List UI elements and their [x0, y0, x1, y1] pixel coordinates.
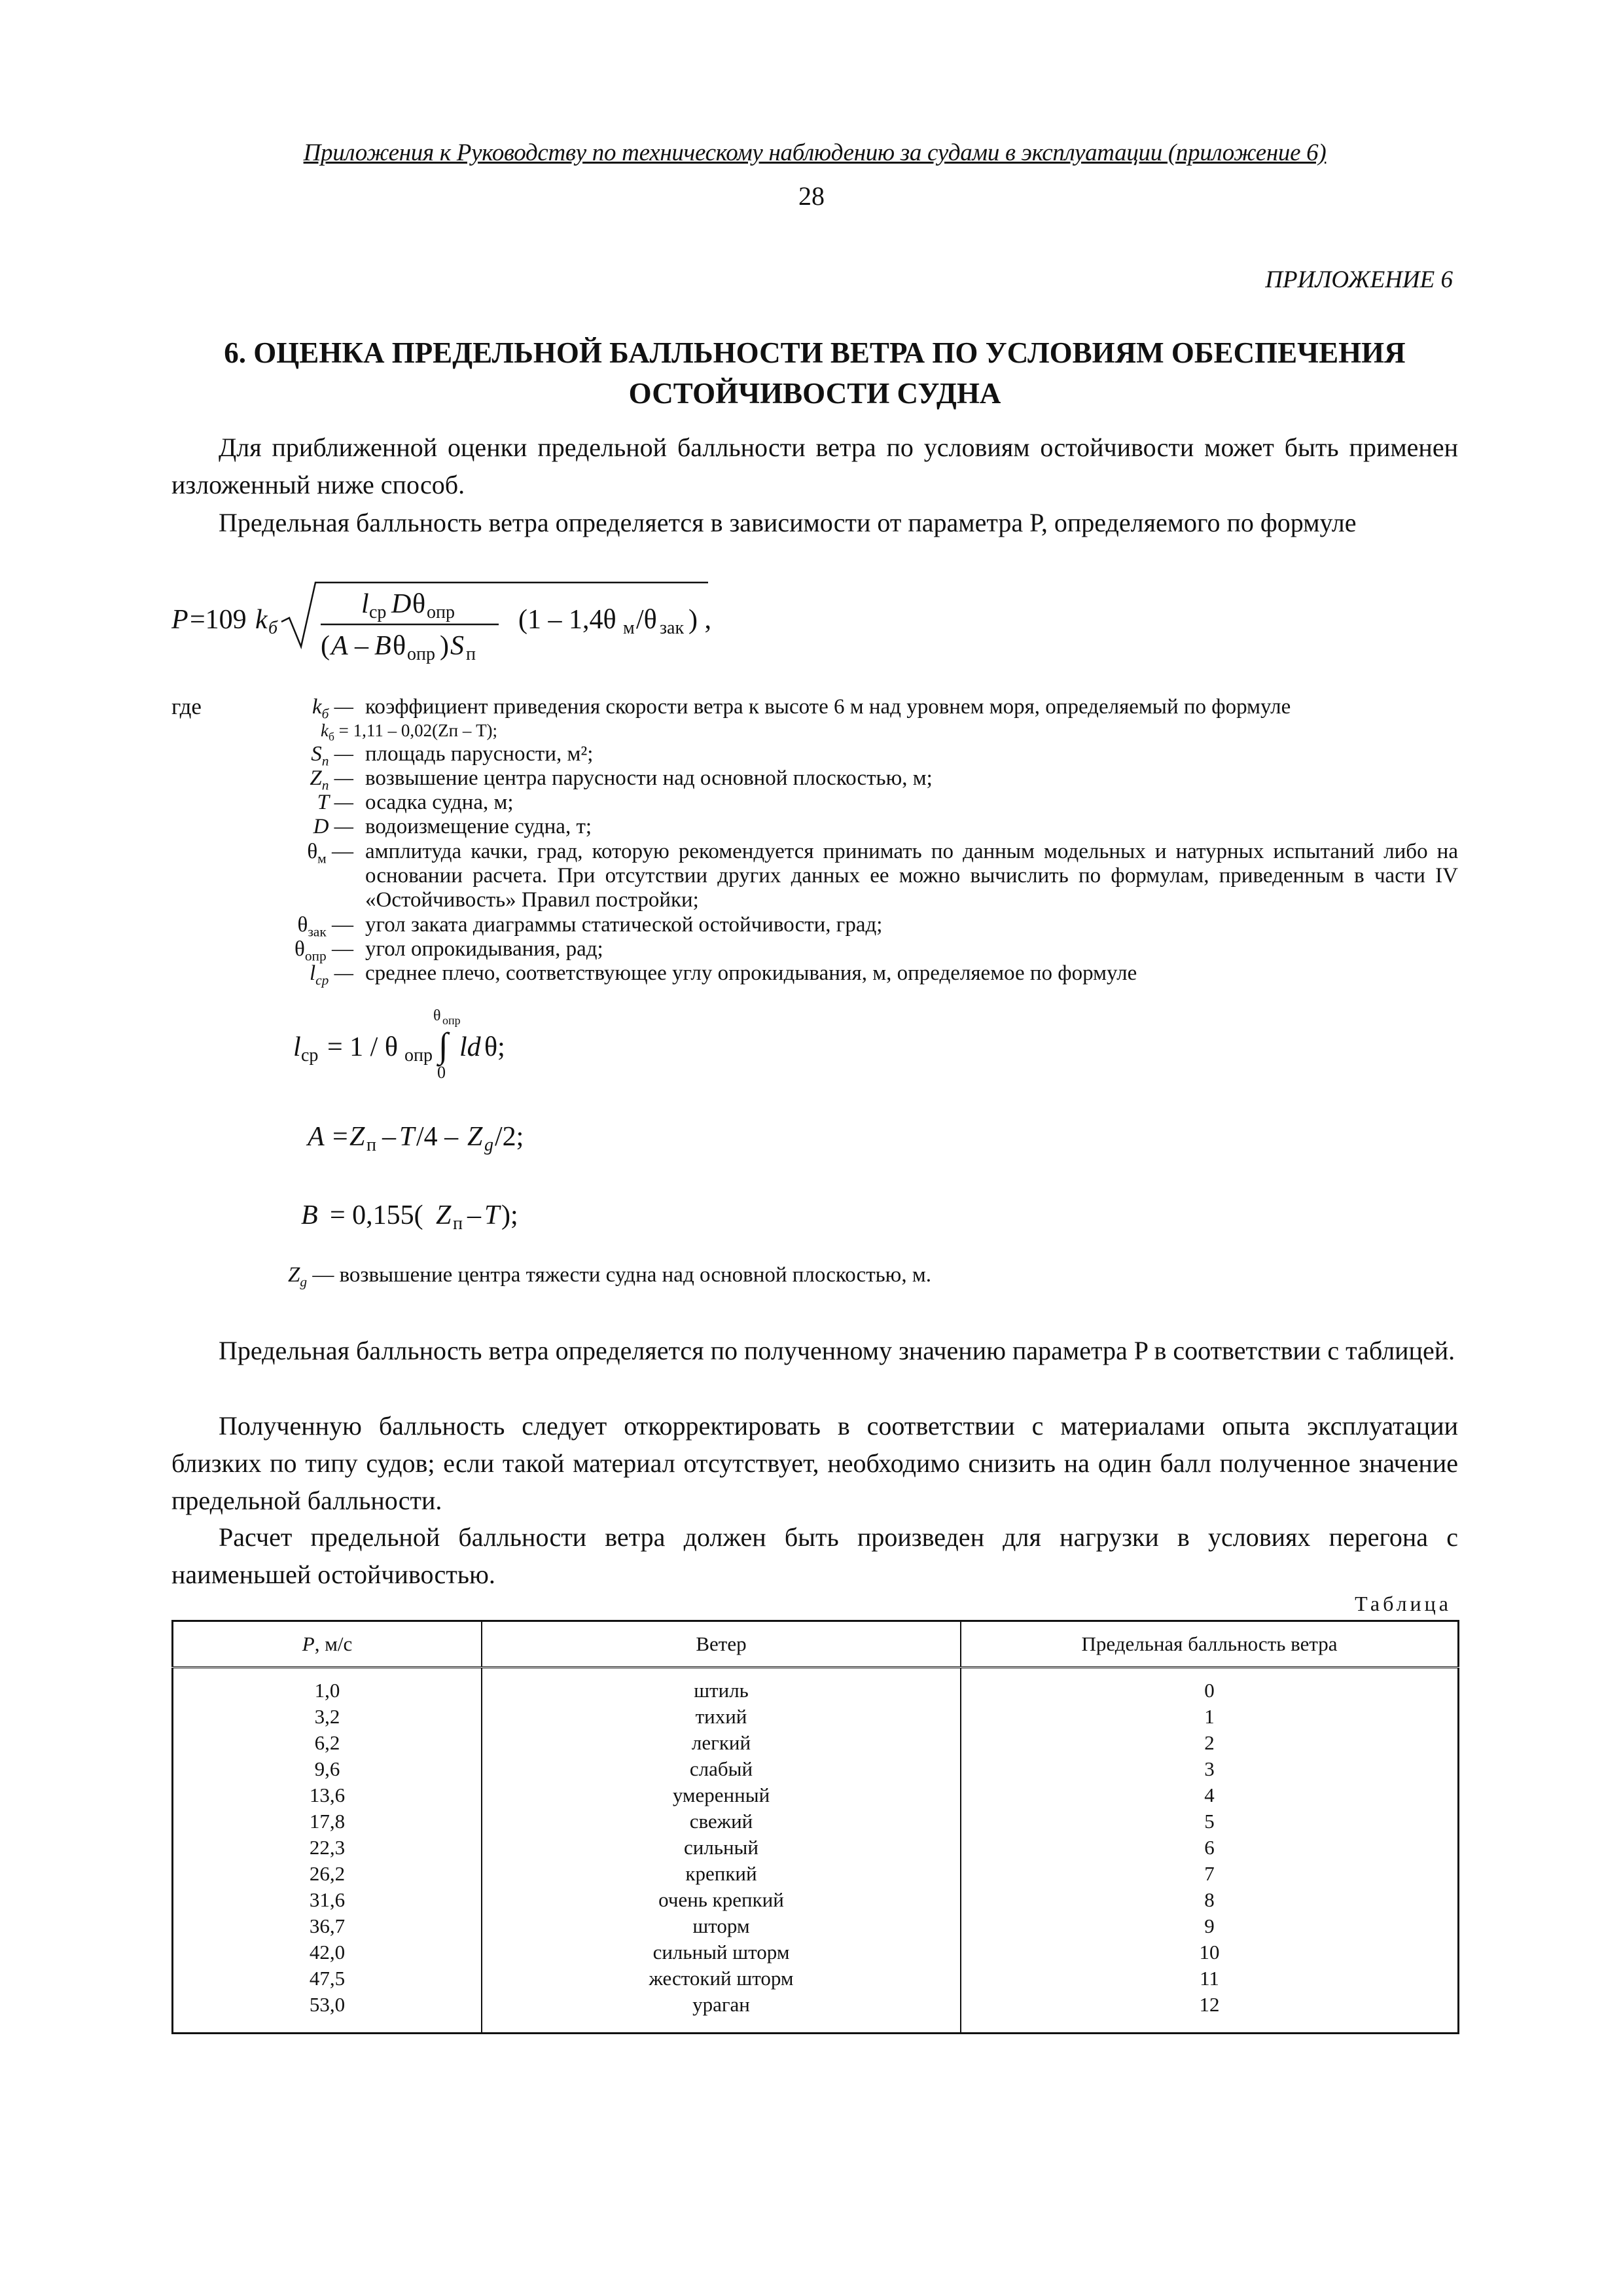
svg-text:T: T: [399, 1122, 415, 1152]
cell-p: 17,8: [173, 1808, 482, 1835]
paragraph-4: Полученную балльность следует откорректировать в соответствии с материалами опыта эксплуатации близких по типу судов; если такой материал отсутствует, необходимо снизить на один балл полученное значение предельной балльности.: [171, 1411, 1458, 1515]
def-Zg-line: $Z_g$ — возвышение центра тяжести судна над основной плоскостью, м.: [288, 1263, 931, 1290]
svg-text:θ: θ: [412, 589, 426, 619]
svg-text:/4 –: /4 –: [416, 1122, 459, 1152]
symbol-theta-m: $\theta_м$ —: [307, 840, 353, 867]
formula-l-sr: [288, 1005, 615, 1083]
def-theta-opr: угол опрокидывания, рад;: [365, 937, 603, 961]
def-theta-m: амплитуда качки, град, которую рекомендуется принимать по данным модельных и натурных испытаний либо на основании расчета. При отсутствии других данных ее можно вычислить по формулам, приведенным в части IV «Остойчивость» Правил постройки;: [365, 840, 1458, 912]
cell-p: 1,0: [173, 1668, 482, 1704]
cell-p: 3,2: [173, 1704, 482, 1730]
cell-force: 10: [961, 1939, 1459, 1965]
svg-text:б: б: [268, 618, 278, 638]
symbol-Zp: $Z_п$ —: [310, 766, 353, 793]
cell-force: 12: [961, 1992, 1459, 2034]
cell-force: 11: [961, 1965, 1459, 1992]
table-row: [173, 1704, 1459, 1730]
svg-text:опр: опр: [407, 644, 435, 664]
svg-text:S: S: [450, 631, 464, 661]
running-header: Приложения к Руководству по техническому наблюдению за судами в эксплуатации (приложение 6): [303, 139, 1327, 166]
cell-p: 13,6: [173, 1782, 482, 1808]
cell-p: 22,3: [173, 1835, 482, 1861]
cell-p: 9,6: [173, 1756, 482, 1782]
def-theta-zak: угол заката диаграммы статической остойчивости, град;: [365, 913, 883, 937]
paragraph-3: Предельная балльность ветра определяется по полученному значению параметра P в соответствии с таблицей.: [219, 1336, 1455, 1365]
cell-wind: ураган: [482, 1992, 961, 2034]
svg-text:п: п: [466, 644, 476, 664]
header-force: Предельная балльность ветра: [961, 1621, 1459, 1668]
table-row: [173, 1835, 1459, 1861]
paragraph-1: Для приближенной оценки предельной балльности ветра по условиям остойчивости может быть применен изложенный ниже способ.: [171, 433, 1458, 499]
wind-table: [171, 1620, 1459, 2034]
cell-wind: шторм: [482, 1913, 961, 1939]
symbol-k6: $k_б$ —: [312, 695, 353, 722]
cell-force: 7: [961, 1861, 1459, 1887]
svg-text:k: k: [255, 605, 268, 635]
cell-p: 26,2: [173, 1861, 482, 1887]
cell-force: 3: [961, 1756, 1459, 1782]
title-line-1: 6. ОЦЕНКА ПРЕДЕЛЬНОЙ БАЛЛЬНОСТИ ВЕТРА ПО УСЛОВИЯМ ОБЕСПЕЧЕНИЯ: [224, 336, 1406, 369]
svg-text:B: B: [374, 631, 391, 661]
svg-text:l: l: [361, 589, 369, 619]
cell-p: 53,0: [173, 1992, 482, 2034]
svg-text:–: –: [382, 1122, 396, 1152]
svg-text:) ,: ) ,: [688, 605, 711, 635]
svg-text:0: 0: [437, 1063, 446, 1082]
cell-wind: легкий: [482, 1730, 961, 1756]
svg-text:g: g: [484, 1135, 493, 1155]
symbol-theta-zak: $\theta_{зак}$ —: [297, 913, 353, 940]
svg-text:θ;: θ;: [484, 1032, 505, 1062]
cell-force: 0: [961, 1668, 1459, 1704]
table-row: [173, 1668, 1459, 1704]
svg-text:опр: опр: [427, 602, 455, 622]
cell-wind: жестокий шторм: [482, 1965, 961, 1992]
header-P: P, м/с: [173, 1621, 482, 1668]
table-row: [173, 1756, 1459, 1782]
svg-text:ср: ср: [369, 602, 387, 622]
cell-force: 8: [961, 1887, 1459, 1913]
symbol-T: T —: [317, 791, 353, 814]
def-l-sr: среднее плечо, соответствующее углу опрокидывания, м, определяемое по формуле: [365, 961, 1137, 985]
svg-text:п: п: [453, 1213, 463, 1234]
cell-force: 4: [961, 1782, 1459, 1808]
cell-force: 6: [961, 1835, 1459, 1861]
cell-wind: крепкий: [482, 1861, 961, 1887]
cell-wind: штиль: [482, 1668, 961, 1704]
k6-formula: $k_б = 1,11 - 0,02(Zп - T)$;: [321, 721, 498, 744]
paragraph-5: Расчет предельной балльности ветра должен быть произведен для нагрузки в условиях перегона с наименьшей остойчивостью.: [171, 1522, 1458, 1589]
cell-wind: умеренный: [482, 1782, 961, 1808]
formula-A: [301, 1113, 628, 1158]
svg-text:–: –: [355, 631, 368, 661]
svg-text:θ: θ: [433, 1007, 441, 1024]
table-row: [173, 1992, 1459, 2034]
svg-text:θ: θ: [393, 631, 406, 661]
cell-p: 47,5: [173, 1965, 482, 1992]
svg-text:): ): [440, 631, 449, 661]
cell-wind: сильный: [482, 1835, 961, 1861]
svg-text:/θ: /θ: [636, 605, 657, 635]
def-D: водоизмещение судна, т;: [365, 815, 592, 838]
cell-wind: тихий: [482, 1704, 961, 1730]
svg-text:/2;: /2;: [495, 1122, 524, 1152]
svg-text:= 0,155(: = 0,155(: [330, 1200, 423, 1230]
cell-wind: очень крепкий: [482, 1887, 961, 1913]
svg-text:A: A: [331, 631, 348, 661]
svg-text:D: D: [391, 589, 412, 619]
where-label: где: [171, 694, 202, 719]
table-header-row: [173, 1621, 1459, 1668]
svg-text:опр: опр: [442, 1014, 461, 1027]
def-Zg: возвышение центра тяжести судна над основной плоскостью, м.: [339, 1263, 931, 1287]
svg-text:–: –: [467, 1200, 481, 1230]
svg-text:ld: ld: [459, 1032, 481, 1062]
svg-text:=109: =109: [190, 605, 247, 635]
svg-text:(: (: [321, 631, 330, 661]
table-row: [173, 1808, 1459, 1835]
paragraph-2: Предельная балльность ветра определяется в зависимости от параметра P, определяемого по формуле: [219, 508, 1357, 537]
def-Zp: возвышение центра парусности над основной плоскостью, м;: [365, 766, 933, 790]
svg-text:Z: Z: [467, 1122, 483, 1152]
svg-text:P: P: [171, 605, 188, 635]
def-k6: коэффициент приведения скорости ветра к высоте 6 м над уровнем моря, определяемый по формуле: [365, 695, 1291, 719]
svg-text:l: l: [293, 1032, 301, 1062]
cell-force: 2: [961, 1730, 1459, 1756]
cell-force: 5: [961, 1808, 1459, 1835]
svg-text:Z: Z: [349, 1122, 365, 1152]
cell-force: 9: [961, 1913, 1459, 1939]
title-line-2: ОСТОЙЧИВОСТИ СУДНА: [628, 377, 1001, 410]
svg-text:(1 – 1,4θ: (1 – 1,4θ: [518, 605, 616, 635]
table-row: [173, 1782, 1459, 1808]
svg-text:зак: зак: [660, 618, 685, 638]
def-Sp: площадь парусности, м²;: [365, 742, 594, 766]
symbol-Zg: $Z_g$: [288, 1263, 308, 1290]
table-caption: Таблица: [1355, 1592, 1452, 1615]
cell-p: 31,6: [173, 1887, 482, 1913]
svg-text:);: );: [501, 1200, 518, 1230]
cell-force: 1: [961, 1704, 1459, 1730]
header-wind: Ветер: [482, 1621, 961, 1668]
cell-wind: сильный шторм: [482, 1939, 961, 1965]
svg-text:T: T: [484, 1200, 500, 1230]
cell-p: 42,0: [173, 1939, 482, 1965]
table-row: [173, 1887, 1459, 1913]
svg-text:B: B: [301, 1200, 318, 1230]
formula-B: [301, 1191, 628, 1237]
cell-wind: слабый: [482, 1756, 961, 1782]
cell-p: 36,7: [173, 1913, 482, 1939]
svg-text:A: A: [308, 1122, 325, 1152]
svg-text:п: п: [366, 1135, 376, 1155]
symbol-Sp: $S_п$ —: [311, 742, 353, 769]
cell-wind: свежий: [482, 1808, 961, 1835]
k6-formula-text: = 1,11 – 0,02(Zп – T);: [338, 721, 498, 740]
def-T: осадка судна, м;: [365, 791, 514, 814]
symbol-D: D —: [313, 815, 353, 838]
cell-p: 6,2: [173, 1730, 482, 1756]
svg-text:= 1 / θ: = 1 / θ: [327, 1032, 398, 1062]
svg-text:опр: опр: [404, 1045, 433, 1066]
symbol-l-sr: $l_{ср}$ —: [310, 961, 353, 988]
table-row: [173, 1965, 1459, 1992]
table-row: [173, 1913, 1459, 1939]
svg-text:ср: ср: [301, 1045, 319, 1066]
svg-text:Z: Z: [436, 1200, 452, 1230]
svg-text:=: =: [332, 1122, 348, 1152]
table-row: [173, 1861, 1459, 1887]
svg-text:∫: ∫: [438, 1026, 448, 1065]
svg-text:м: м: [623, 618, 635, 638]
table-row: [173, 1939, 1459, 1965]
table-row: [173, 1730, 1459, 1756]
symbol-theta-opr: $\theta_{опр}$ —: [294, 937, 353, 964]
appendix-label: ПРИЛОЖЕНИЕ 6: [1265, 266, 1453, 293]
page-number: 28: [798, 181, 825, 211]
